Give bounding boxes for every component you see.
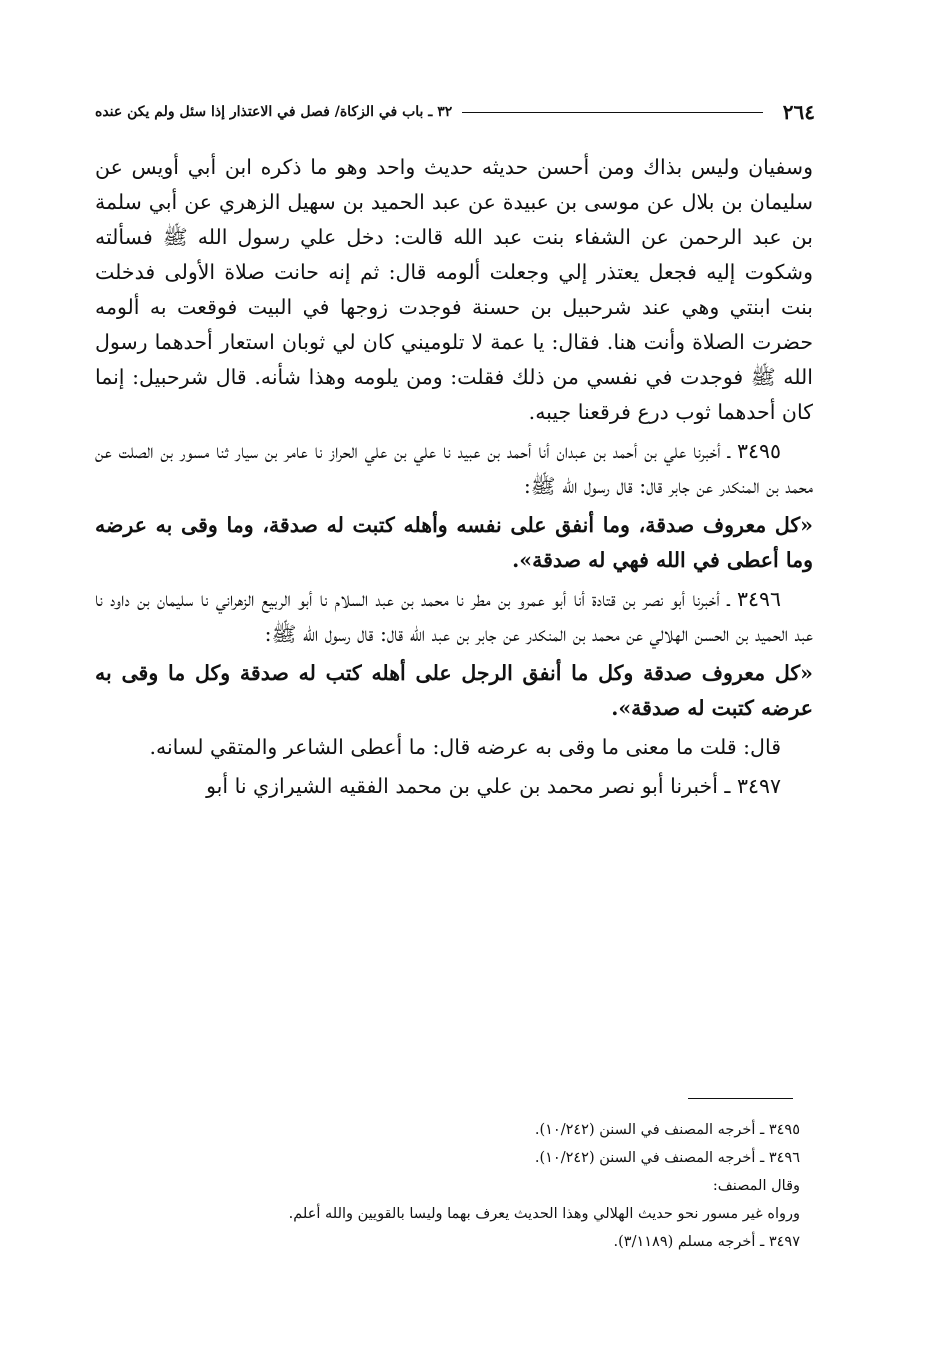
footnote-3496: ٣٤٩٦ ـ أخرجه المصنف في السنن (١٠/٢٤٢). (534, 1150, 800, 1166)
paragraph-continuation: وسفيان وليس بذاك ومن أحسن حديثه حديث واحد وهو ما ذكره ابن أبي أويس عن سليمان بن بلال عن موسى بن عبيدة عن عبد الحميد بن سهيل الزهري عن أبي سلمة بن عبد الرحمن عن الشفاء بنت عبد الله قالت: دخل علي رسول الله ﷺ فسألته وشكوت إليه فجعل يعتذر إلي وجعلت ألومه قال: ثم إنه حانت صلاة الأولى فدخلت بنت ابنتي وهي عند شرحبيل بن حسنة فوجدت زوجها في البيت فوقعت به ألومه حضرت الصلاة وأنت هنا. فقال: يا عمة لا تلوميني كان لي ثوبان استعار أحدهما رسول الله ﷺ فوجدت في نفسي من ذلك فقلت: ومن يلومه وهذا شأنه. قال شرحبيل: إنما كان أحدهما ثوب درع فرقعنا جيبه. (95, 155, 813, 424)
footnote-3495: ٣٤٩٥ ـ أخرجه المصنف في السنن (١٠/٢٤٢). (534, 1122, 800, 1138)
header-rule (462, 112, 762, 113)
hadith-3495-text: «كل معروف صدقة، وما أنفق على نفسه وأهله كتبت له صدقة، وما وقى به عرضه وما أعطى في الله فهي له صدقة». (95, 513, 813, 572)
main-text (95, 150, 813, 808)
hadith-3497-isnad: ٣٤٩٧ ـ أخبرنا أبو نصر محمد بن علي بن محمد الفقيه الشيرازي نا أبو (206, 774, 781, 798)
footnote-separator (688, 1098, 793, 1099)
page-number: ٢٦٤ (782, 100, 815, 124)
hadith-3496-isnad: ٣٤٩٦ ـ أخبرنا أبو نصر بن قتادة أنا أبو عمرو بن مطر نا محمد بن عبد السلام نا أبو الربيع الزهراني نا سليمان بن داود نا عبد الحميد بن الحسن الهلالي عن محمد بن المنكدر عن جابر بن عبد الله قال: قال رسول الله ﷺ: (95, 587, 813, 646)
footnote-author-note: وقال المصنف: (712, 1178, 800, 1194)
footnote-author-quote: ورواه غير مسور نحو حديث الهلالي وهذا الحديث يعرف بهما وليسا بالقويين والله أعلم. (288, 1206, 800, 1222)
hadith-3495-isnad: ٣٤٩٥ ـ أخبرنا علي بن أحمد بن عبدان أنا أحمد بن عبيد نا علي بن علي الحراز نا عامر بن سيار ثنا مسور بن الصلت عن محمد بن المنكدر عن جابر قال: قال رسول الله ﷺ: (95, 439, 813, 498)
chapter-title: ٣٢ ـ باب في الزكاة/ فصل في الاعتذار إذا سئل ولم يكن عنده (95, 104, 453, 120)
running-header (95, 95, 815, 129)
explanation-paragraph: قال: قلت ما معنى ما وقى به عرضه قال: ما أعطى الشاعر والمتقي لسانه. (149, 735, 781, 759)
footnote-3497: ٣٤٩٧ ـ أخرجه مسلم (٣/١١٨٩). (613, 1234, 800, 1250)
footnotes (110, 1116, 800, 1256)
hadith-3496-text: «كل معروف صدقة وكل ما أنفق الرجل على أهله كتب له صدقة وكل ما وقى به عرضه كتبت له صدقة». (95, 661, 813, 720)
